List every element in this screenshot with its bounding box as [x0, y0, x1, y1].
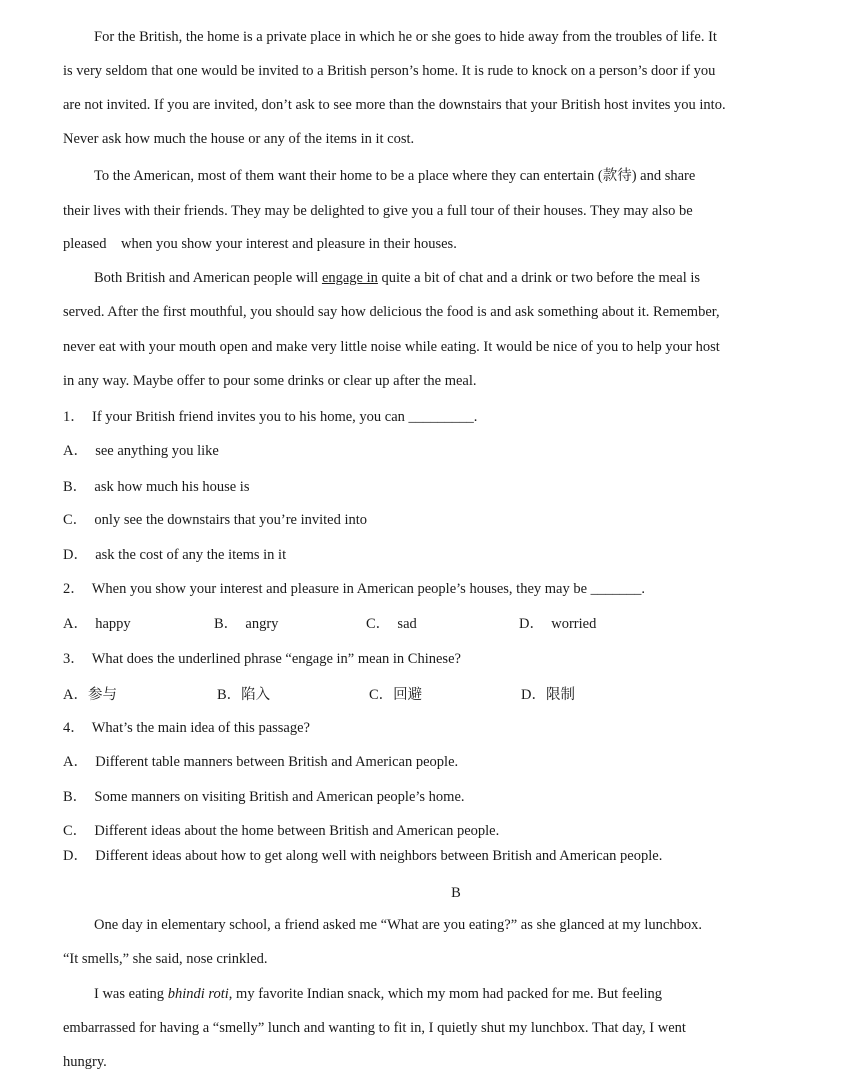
q1-option-c: C． only see the downstairs that you’re invited into	[63, 512, 368, 528]
q4-option-c: C． Different ideas about the home between British and American people.	[63, 823, 500, 839]
q4-option-d: D． Different ideas about how to get along well with neighbors between British and American people.	[63, 848, 663, 864]
passage-b-p2-line-1	[94, 985, 662, 1003]
q1-option-b: B． ask how much his house is	[63, 479, 250, 495]
q1-option-a: A． see anything you like	[63, 443, 219, 459]
p3-text-before: Both British and American people will	[94, 270, 322, 286]
passage-a-p1-line-4: Never ask how much the house or any of the items in it cost.	[63, 131, 415, 147]
q2-option-a: A． happy	[63, 616, 131, 632]
passage-a-p2-line-1: To the American, most of them want their home to be a place where they can entertain (款待) and share	[94, 168, 696, 184]
p2-text-after: , my favorite Indian snack, which my mom had packed for me. But feeling	[228, 986, 663, 1002]
q1-option-d: D． ask the cost of any the items in it	[63, 547, 287, 563]
passage-a-p3-line-2: served. After the first mouthful, you should say how delicious the food is and ask something about it. Remember,	[63, 304, 720, 320]
passage-b-p2-line-2: embarrassed for having a “smelly” lunch and wanting to fit in, I quietly shut my lunchbox. That day, I went	[63, 1020, 686, 1036]
q3-option-c: C．回避	[369, 687, 423, 703]
passage-a-p2-line-2: their lives with their friends. They may be delighted to give you a full tour of their houses. They may also be	[63, 203, 693, 219]
passage-a-p1-line-3: are not invited. If you are invited, don’t ask to see more than the downstairs that your British host invites you into.	[63, 97, 726, 113]
passage-a-p1-line-1: For the British, the home is a private place in which he or she goes to hide away from the troubles of life. It	[94, 29, 717, 45]
q3-option-d: D．限制	[521, 687, 575, 703]
section-b-heading: B	[451, 885, 461, 901]
q2-stem: 2． When you show your interest and pleasure in American people’s houses, they may be _______.	[63, 581, 646, 597]
q1-stem: 1． If your British friend invites you to his home, you can _________.	[63, 409, 478, 425]
q4-option-a: A． Different table manners between British and American people.	[63, 754, 459, 770]
p2-text-before: I was eating	[94, 986, 168, 1002]
q3-option-b: B．陷入	[217, 687, 271, 703]
passage-a-p1-line-2: is very seldom that one would be invited to a British person’s home. It is rude to knock on a person’s door if you	[63, 63, 716, 79]
italic-snack-name: bhindi roti	[167, 986, 229, 1002]
underlined-phrase: engage in	[321, 270, 378, 286]
passage-a-p3-line-4: in any way. Maybe offer to pour some drinks or clear up after the meal.	[63, 373, 477, 389]
q2-option-c: C． sad	[366, 616, 417, 632]
passage-a-p3-line-3: never eat with your mouth open and make very little noise while eating. It would be nice of you to help your host	[63, 339, 720, 355]
passage-a-p3-line-1	[94, 269, 700, 287]
passage-b-p2-line-3: hungry.	[63, 1054, 107, 1070]
q3-stem: 3． What does the underlined phrase “engage in” mean in Chinese?	[63, 651, 461, 667]
q4-option-b: B． Some manners on visiting British and American people’s home.	[63, 789, 465, 805]
q3-option-a: A．参与	[63, 687, 117, 703]
q2-option-b: B． angry	[214, 616, 279, 632]
q4-stem: 4． What’s the main idea of this passage?	[63, 720, 310, 736]
q2-option-d: D． worried	[519, 616, 597, 632]
passage-b-p1-line-2: “It smells,” she said, nose crinkled.	[63, 951, 268, 967]
passage-b-p1-line-1: One day in elementary school, a friend asked me “What are you eating?” as she glanced at my lunchbox.	[94, 917, 702, 933]
passage-a-p2-line-3: pleased when you show your interest and pleasure in their houses.	[63, 236, 457, 252]
p3-text-after: quite a bit of chat and a drink or two before the meal is	[377, 270, 701, 286]
